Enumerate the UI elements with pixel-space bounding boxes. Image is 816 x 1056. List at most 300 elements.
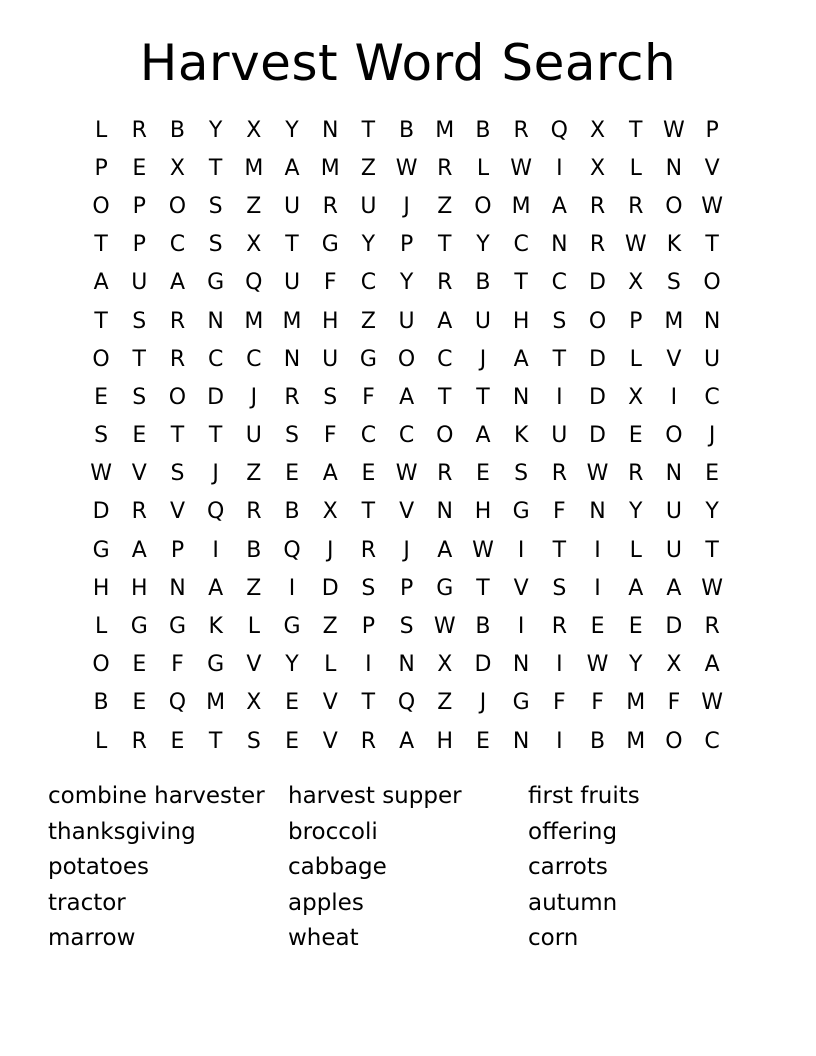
- grid-letter: Z: [246, 461, 262, 487]
- grid-letter: A: [322, 461, 338, 487]
- grid-letter: Q: [397, 690, 416, 716]
- grid-letter: A: [628, 575, 644, 601]
- grid-letter: L: [629, 537, 642, 563]
- grid-letter: W: [90, 461, 112, 487]
- grid-letter: L: [476, 155, 490, 181]
- word-list-item: corn: [528, 925, 579, 951]
- grid-letter: Y: [208, 117, 223, 143]
- grid-letter: M: [244, 155, 264, 181]
- grid-letter: E: [94, 384, 109, 410]
- grid-letter: W: [395, 155, 418, 181]
- grid-letter: P: [170, 537, 185, 563]
- grid-letter: O: [436, 423, 454, 449]
- grid-letter: A: [475, 423, 491, 449]
- grid-letter: Z: [246, 575, 262, 601]
- grid-letter: J: [403, 537, 410, 563]
- grid-letter: W: [701, 690, 723, 716]
- grid-letter: V: [399, 499, 415, 525]
- grid-letter: F: [591, 690, 604, 716]
- grid-letter: V: [513, 575, 529, 601]
- grid-letter: D: [589, 423, 606, 449]
- grid-letter: R: [437, 461, 453, 487]
- grid-letter: U: [474, 308, 492, 334]
- grid-letter: T: [552, 537, 567, 563]
- grid-letter: G: [168, 614, 186, 640]
- grid-letter: A: [284, 155, 300, 181]
- grid-letter: C: [360, 423, 377, 449]
- grid-letter: X: [589, 155, 606, 181]
- grid-letter: P: [94, 155, 108, 181]
- grid-letter: T: [94, 308, 108, 334]
- grid-letter: X: [437, 652, 453, 678]
- grid-letter: Z: [437, 690, 453, 716]
- grid-letter: K: [208, 614, 223, 640]
- grid-letter: T: [132, 346, 146, 372]
- grid-letter: H: [512, 308, 530, 334]
- grid-letter: T: [514, 270, 528, 296]
- grid-letter: U: [245, 423, 262, 449]
- grid-letter: C: [360, 270, 377, 296]
- grid-letter: Y: [285, 117, 299, 143]
- grid-letter: M: [626, 728, 646, 754]
- grid-letter: H: [474, 499, 492, 525]
- grid-letter: R: [284, 384, 300, 410]
- grid-letter: N: [436, 499, 454, 525]
- grid-letter: Z: [246, 193, 262, 219]
- grid-letter: O: [92, 346, 110, 372]
- grid-letter: A: [399, 384, 415, 410]
- grid-letter: G: [512, 690, 530, 716]
- grid-letter: S: [552, 575, 567, 601]
- grid-letter: W: [701, 193, 723, 219]
- grid-letter: E: [628, 614, 643, 640]
- grid-letter: X: [246, 117, 262, 143]
- grid-letter: Z: [360, 308, 376, 334]
- grid-letter: Y: [361, 232, 376, 258]
- grid-letter: G: [512, 499, 530, 525]
- grid-letter: O: [665, 193, 683, 219]
- grid-letter: C: [246, 346, 262, 372]
- grid-letter: G: [436, 575, 454, 601]
- grid-letter: U: [131, 270, 148, 296]
- grid-letter: R: [551, 614, 567, 640]
- grid-letter: P: [399, 575, 414, 601]
- grid-letter: G: [321, 232, 339, 258]
- grid-letter: R: [437, 270, 453, 296]
- grid-letter: L: [629, 346, 642, 372]
- grid-letter: L: [324, 652, 337, 678]
- grid-letter: R: [360, 537, 377, 563]
- grid-letter: S: [94, 423, 109, 449]
- grid-letter: T: [438, 232, 452, 258]
- grid-letter: G: [130, 614, 148, 640]
- grid-letter: B: [475, 270, 491, 296]
- grid-letter: T: [208, 155, 223, 181]
- grid-letter: D: [92, 499, 110, 525]
- grid-letter: G: [207, 652, 225, 678]
- grid-letter: R: [589, 232, 606, 258]
- grid-letter: D: [207, 384, 225, 410]
- grid-letter: J: [479, 346, 487, 372]
- grid-letter: O: [92, 652, 110, 678]
- grid-letter: S: [323, 384, 338, 410]
- grid-letter: D: [321, 575, 339, 601]
- grid-letter: T: [705, 232, 719, 258]
- grid-letter: G: [359, 346, 377, 372]
- word-list: [48, 779, 768, 957]
- grid-letter: R: [628, 193, 644, 219]
- grid-letter: E: [476, 461, 490, 487]
- grid-letter: N: [512, 652, 530, 678]
- grid-letter: F: [323, 270, 337, 296]
- grid-letter: B: [284, 499, 300, 525]
- grid-letter: B: [589, 728, 606, 754]
- grid-letter: Q: [550, 117, 568, 143]
- grid-letter: S: [132, 308, 147, 334]
- grid-letter: S: [132, 384, 147, 410]
- grid-letter: A: [704, 652, 720, 678]
- grid-letter: N: [321, 117, 339, 143]
- grid-letter: Q: [245, 270, 263, 296]
- grid-letter: W: [433, 614, 456, 640]
- grid-letter: O: [588, 308, 607, 334]
- grid-letter: J: [708, 423, 716, 449]
- grid-letter: A: [513, 346, 529, 372]
- grid-letter: E: [132, 652, 147, 678]
- grid-letter: M: [282, 308, 302, 334]
- grid-letter: D: [589, 384, 606, 410]
- word-list-item: tractor: [48, 889, 126, 916]
- grid-letter: T: [361, 499, 376, 525]
- grid-letter: Y: [628, 652, 643, 678]
- grid-letter: A: [437, 537, 453, 563]
- grid-letter: U: [551, 423, 568, 449]
- grid-letter: L: [94, 728, 108, 754]
- grid-letter: N: [551, 232, 568, 258]
- grid-letter: R: [131, 117, 147, 143]
- grid-letter: P: [361, 614, 376, 640]
- grid-letter: P: [399, 232, 414, 258]
- grid-letter: M: [664, 308, 684, 334]
- grid-letter: E: [132, 690, 147, 716]
- grid-letter: W: [586, 461, 609, 487]
- grid-letter: K: [666, 232, 682, 258]
- grid-letter: N: [665, 155, 683, 181]
- grid-letter: W: [701, 575, 723, 601]
- grid-letter: E: [132, 423, 147, 449]
- grid-letter: U: [665, 537, 682, 563]
- grid-letter: A: [208, 575, 224, 601]
- grid-letter: X: [246, 690, 262, 716]
- grid-letter: E: [628, 423, 643, 449]
- grid-letter: J: [403, 193, 410, 219]
- grid-letter: V: [131, 461, 147, 487]
- grid-letter: T: [476, 575, 490, 601]
- grid-letter: X: [322, 499, 338, 525]
- grid-letter: E: [170, 728, 185, 754]
- word-list-item: cabbage: [288, 854, 387, 880]
- page-title: Harvest Word Search: [139, 34, 677, 92]
- grid-letter: R: [551, 461, 567, 487]
- grid-letter: N: [207, 308, 224, 334]
- grid-letter: D: [589, 346, 606, 372]
- grid-letter: O: [665, 728, 683, 754]
- grid-letter: T: [705, 537, 719, 563]
- grid-letter: M: [244, 308, 264, 334]
- grid-letter: T: [208, 423, 223, 449]
- grid-letter: T: [170, 423, 185, 449]
- grid-letter: Y: [628, 499, 643, 525]
- grid-letter: I: [517, 537, 525, 563]
- grid-letter: R: [169, 308, 186, 334]
- grid-letter: C: [513, 232, 529, 258]
- grid-letter: O: [168, 193, 187, 219]
- grid-letter: A: [399, 728, 415, 754]
- grid-letter: E: [476, 728, 490, 754]
- word-list-item: combine harvester: [48, 783, 265, 809]
- grid-letter: U: [283, 193, 301, 219]
- grid-letter: L: [94, 117, 108, 143]
- grid-letter: C: [169, 232, 186, 258]
- grid-letter: E: [285, 690, 299, 716]
- word-list-item: offering: [528, 818, 618, 845]
- grid-letter: S: [361, 575, 376, 601]
- grid-letter: F: [667, 690, 681, 716]
- word-list-item: wheat: [288, 925, 359, 951]
- grid-letter: N: [512, 728, 530, 754]
- grid-letter: E: [132, 155, 147, 181]
- grid-letter: R: [131, 728, 147, 754]
- grid-letter: I: [556, 728, 563, 754]
- grid-letter: N: [169, 575, 186, 601]
- grid-letter: A: [551, 193, 567, 219]
- word-list-item: harvest supper: [288, 783, 462, 809]
- grid-letter: H: [131, 575, 148, 601]
- grid-letter: G: [283, 614, 301, 640]
- grid-letter: F: [362, 384, 375, 410]
- grid-letter: A: [666, 575, 682, 601]
- grid-letter: T: [361, 117, 376, 143]
- grid-letter: V: [169, 499, 185, 525]
- grid-letter: A: [437, 308, 453, 334]
- grid-letter: S: [552, 308, 567, 334]
- grid-letter: I: [556, 155, 563, 181]
- grid-letter: I: [212, 537, 219, 563]
- grid-letter: H: [92, 575, 110, 601]
- grid-letter: P: [629, 308, 643, 334]
- grid-letter: I: [594, 575, 601, 601]
- grid-letter: Q: [283, 537, 301, 563]
- grid-letter: N: [703, 308, 721, 334]
- grid-letter: R: [360, 728, 377, 754]
- grid-letter: O: [168, 384, 187, 410]
- grid-letter: Y: [399, 270, 414, 296]
- grid-letter: J: [479, 690, 487, 716]
- grid-letter: Q: [206, 499, 225, 525]
- grid-letter: D: [665, 614, 683, 640]
- grid-letter: A: [93, 270, 109, 296]
- word-list-item: carrots: [528, 854, 608, 880]
- grid-letter: O: [92, 193, 110, 219]
- grid-letter: U: [283, 270, 301, 296]
- grid-letter: R: [628, 461, 644, 487]
- grid-letter: O: [397, 346, 416, 372]
- grid-letter: C: [704, 384, 720, 410]
- grid-letter: S: [399, 614, 414, 640]
- grid-letter: R: [589, 193, 606, 219]
- grid-letter: T: [476, 384, 490, 410]
- grid-letter: I: [288, 575, 296, 601]
- grid-letter: V: [666, 346, 682, 372]
- grid-letter: R: [513, 117, 529, 143]
- word-list-item: first fruits: [528, 783, 640, 809]
- grid-letter: T: [438, 384, 452, 410]
- grid-letter: J: [212, 461, 219, 487]
- grid-letter: E: [361, 461, 376, 487]
- word-list-item: broccoli: [288, 818, 378, 845]
- grid-letter: B: [246, 537, 262, 563]
- grid-letter: W: [395, 461, 418, 487]
- grid-letter: S: [208, 193, 223, 219]
- grid-letter: Y: [285, 652, 299, 678]
- grid-letter: V: [322, 728, 338, 754]
- grid-letter: R: [322, 193, 338, 219]
- grid-letter: N: [398, 652, 415, 678]
- grid-letter: N: [589, 499, 606, 525]
- grid-letter: C: [437, 346, 453, 372]
- grid-letter: E: [590, 614, 605, 640]
- grid-letter: P: [132, 193, 146, 219]
- grid-letter: P: [132, 232, 146, 258]
- word-list-item: marrow: [48, 925, 136, 951]
- grid-letter: T: [552, 346, 567, 372]
- grid-letter: I: [556, 652, 563, 678]
- grid-letter: O: [665, 423, 683, 449]
- grid-letter: S: [170, 461, 185, 487]
- grid-letter: S: [285, 423, 300, 449]
- grid-letter: T: [94, 232, 108, 258]
- grid-letter: T: [361, 690, 376, 716]
- grid-letter: S: [514, 461, 529, 487]
- grid-letter: X: [628, 270, 644, 296]
- letter-grid: [82, 111, 731, 760]
- grid-letter: G: [92, 537, 110, 563]
- word-list-item: thanksgiving: [48, 818, 196, 845]
- grid-letter: I: [365, 652, 372, 678]
- grid-letter: X: [169, 155, 185, 181]
- word-list-item: autumn: [528, 889, 618, 916]
- grid-letter: Z: [437, 193, 453, 219]
- grid-letter: Y: [705, 499, 719, 525]
- grid-letter: W: [472, 537, 494, 563]
- grid-letter: C: [207, 346, 224, 372]
- word-list-item: potatoes: [48, 854, 150, 880]
- grid-letter: I: [517, 614, 525, 640]
- grid-letter: N: [665, 461, 683, 487]
- grid-letter: I: [670, 384, 678, 410]
- grid-letter: H: [321, 308, 339, 334]
- grid-letter: A: [131, 537, 147, 563]
- grid-letter: Y: [476, 232, 490, 258]
- grid-letter: W: [586, 652, 609, 678]
- grid-letter: V: [704, 155, 720, 181]
- grid-letter: S: [208, 232, 223, 258]
- grid-letter: Z: [322, 614, 338, 640]
- grid-letter: I: [556, 384, 563, 410]
- grid-letter: O: [474, 193, 492, 219]
- grid-letter: E: [705, 461, 720, 487]
- grid-letter: C: [551, 270, 568, 296]
- grid-letter: F: [323, 423, 337, 449]
- grid-letter: F: [171, 652, 184, 678]
- grid-letter: K: [513, 423, 529, 449]
- grid-letter: G: [207, 270, 225, 296]
- grid-letter: W: [510, 155, 533, 181]
- grid-letter: V: [246, 652, 262, 678]
- grid-letter: A: [169, 270, 185, 296]
- grid-letter: L: [629, 155, 642, 181]
- grid-letter: Z: [360, 155, 376, 181]
- grid-letter: M: [320, 155, 340, 181]
- grid-letter: B: [93, 690, 109, 716]
- grid-letter: R: [131, 499, 147, 525]
- grid-letter: B: [475, 614, 491, 640]
- grid-letter: U: [322, 346, 339, 372]
- grid-letter: W: [624, 232, 647, 258]
- grid-letter: P: [705, 117, 719, 143]
- grid-letter: B: [399, 117, 415, 143]
- grid-letter: D: [474, 652, 492, 678]
- grid-letter: C: [398, 423, 415, 449]
- grid-letter: U: [665, 499, 682, 525]
- grid-letter: E: [285, 461, 299, 487]
- grid-letter: R: [704, 614, 720, 640]
- grid-letter: N: [283, 346, 301, 372]
- grid-letter: F: [553, 690, 566, 716]
- grid-letter: Q: [168, 690, 187, 716]
- grid-letter: M: [511, 193, 531, 219]
- grid-letter: U: [360, 193, 377, 219]
- grid-letter: M: [626, 690, 646, 716]
- grid-letter: S: [666, 270, 681, 296]
- grid-letter: X: [589, 117, 606, 143]
- grid-letter: X: [628, 384, 644, 410]
- grid-letter: J: [326, 537, 334, 563]
- grid-letter: T: [208, 728, 223, 754]
- grid-letter: F: [553, 499, 566, 525]
- grid-letter: B: [169, 117, 186, 143]
- grid-letter: J: [250, 384, 258, 410]
- grid-letter: H: [436, 728, 454, 754]
- grid-letter: M: [206, 690, 226, 716]
- grid-letter: D: [589, 270, 606, 296]
- grid-letter: R: [437, 155, 453, 181]
- grid-letter: N: [512, 384, 530, 410]
- grid-letter: X: [246, 232, 262, 258]
- grid-letter: L: [247, 614, 260, 640]
- grid-letter: U: [398, 308, 415, 334]
- grid-letter: T: [628, 117, 643, 143]
- grid-letter: M: [435, 117, 455, 143]
- grid-letter: U: [704, 346, 721, 372]
- grid-letter: X: [666, 652, 682, 678]
- grid-letter: T: [285, 232, 299, 258]
- grid-letter: I: [594, 537, 601, 563]
- grid-letter: L: [94, 614, 108, 640]
- grid-letter: R: [169, 346, 186, 372]
- grid-letter: O: [703, 270, 721, 296]
- grid-letter: R: [246, 499, 262, 525]
